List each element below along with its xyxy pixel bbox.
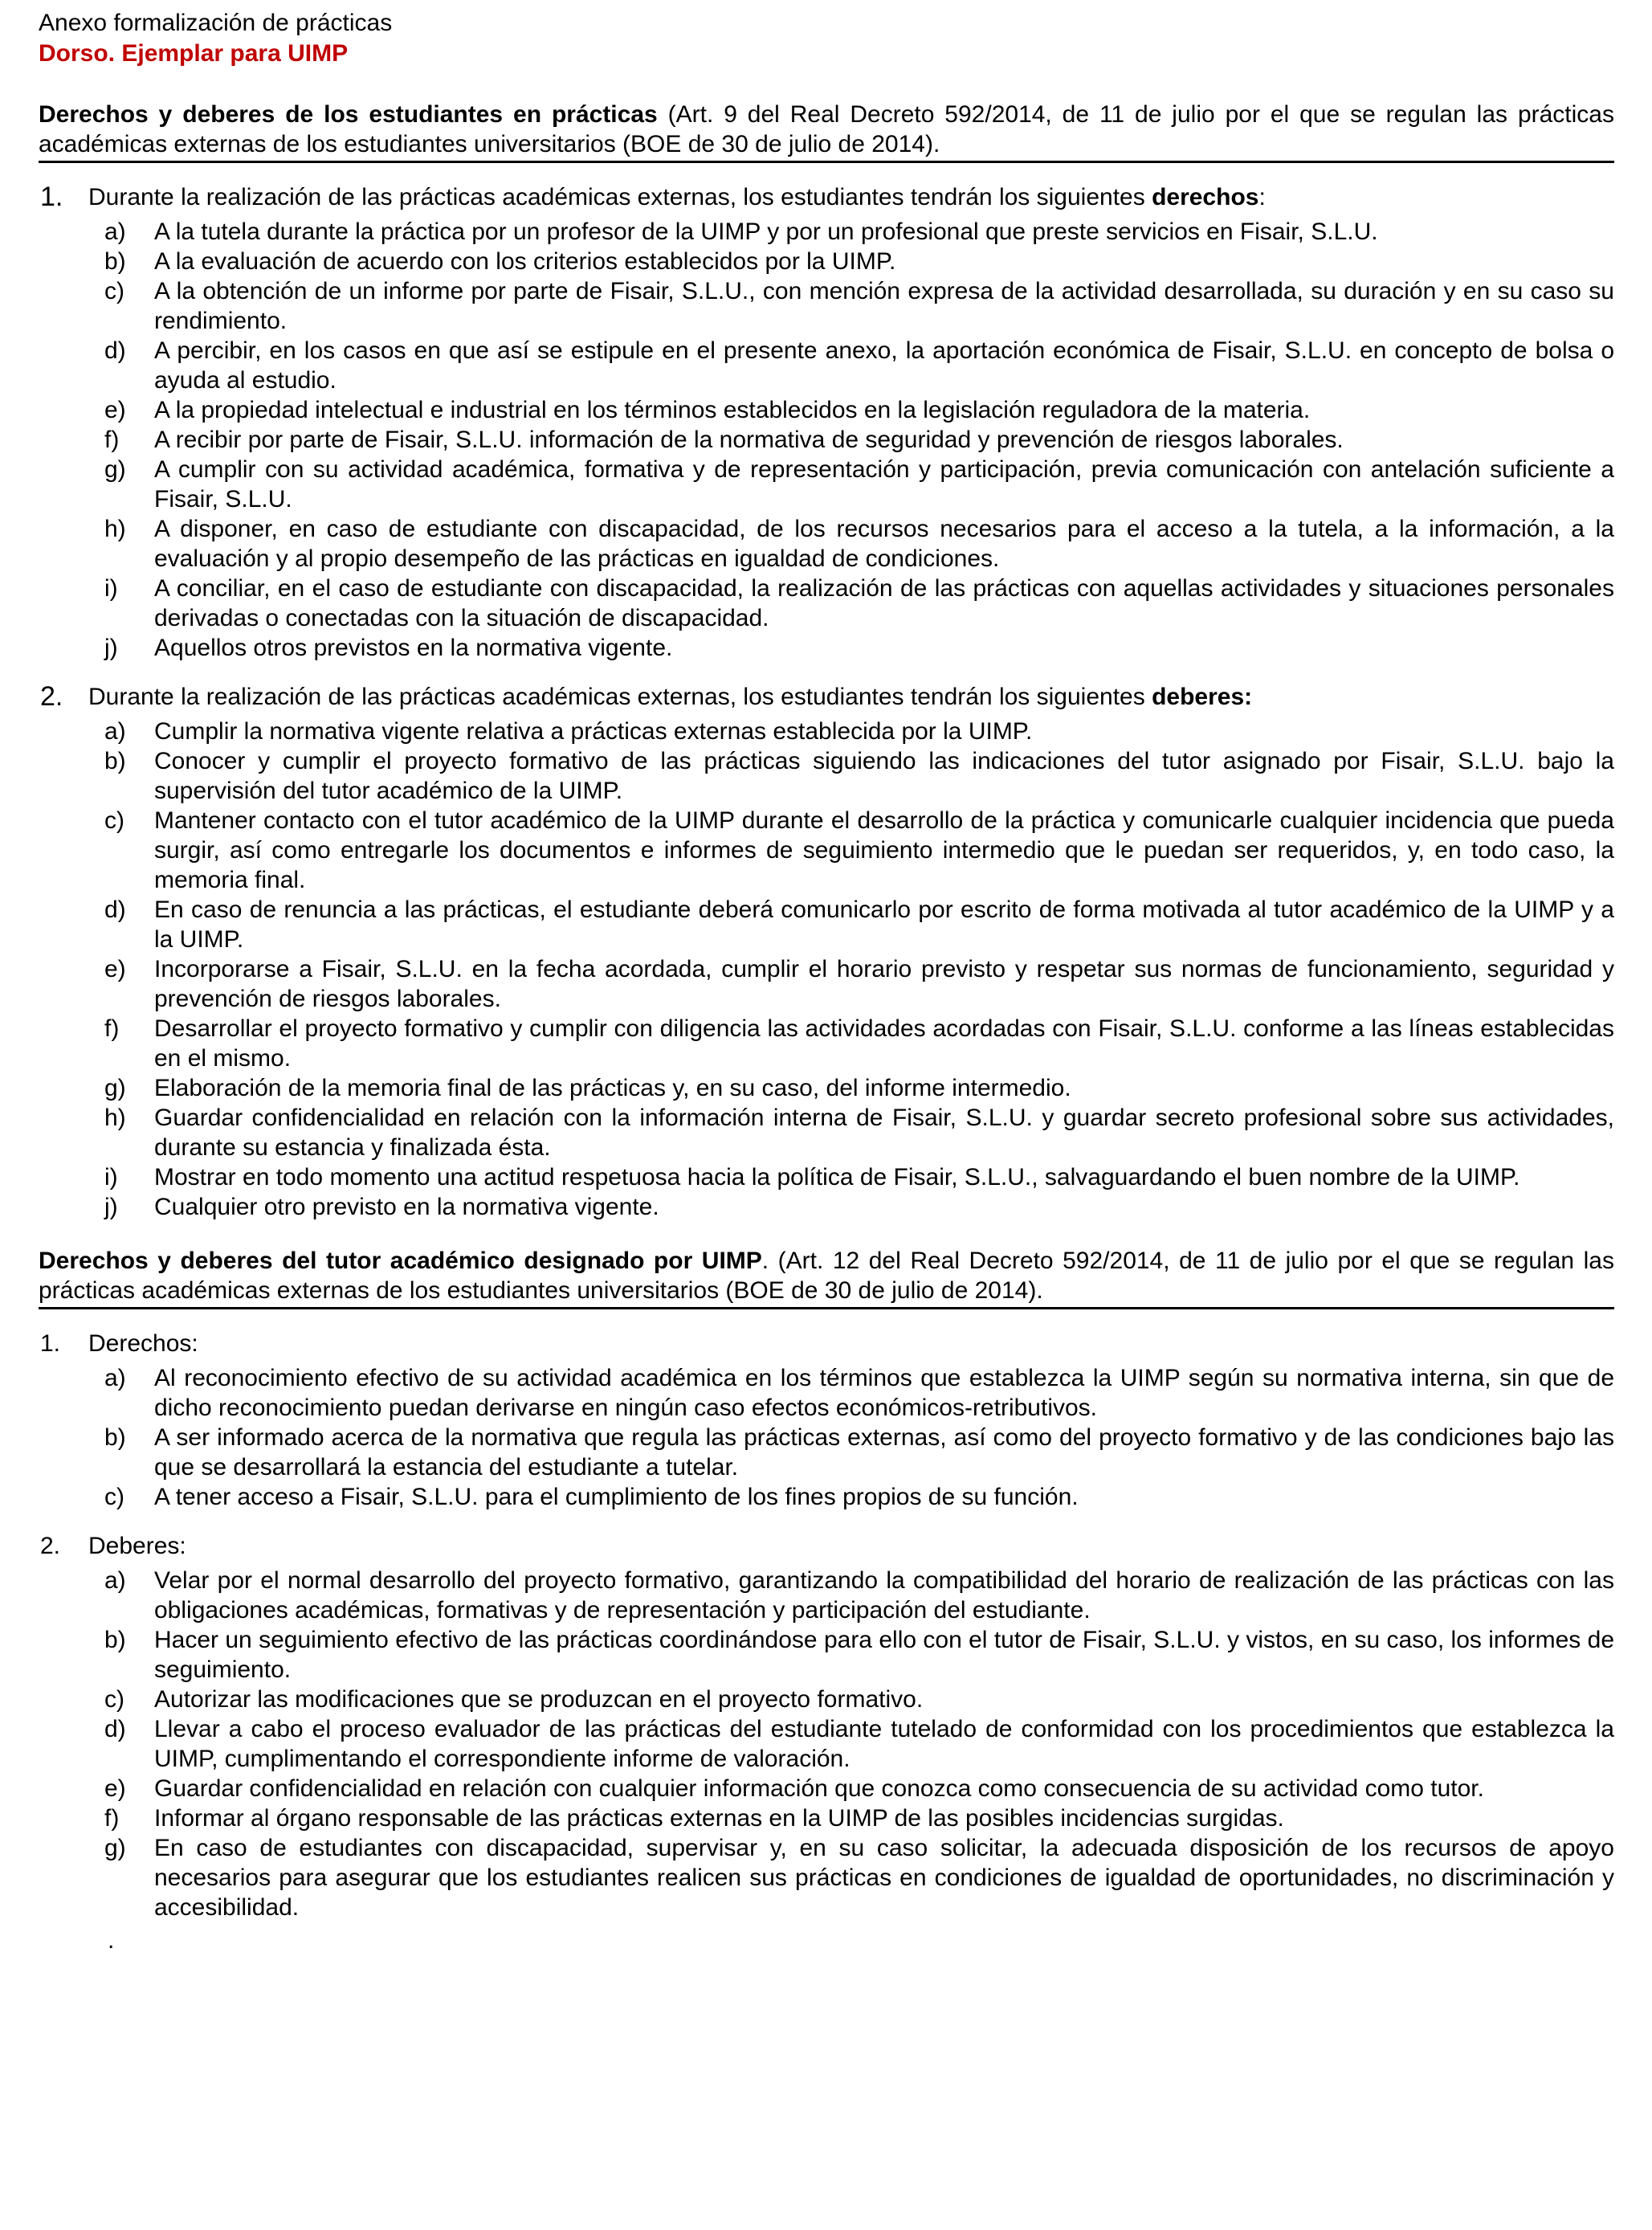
- list-item: h) A disponer, en caso de estudiante con discapacidad, de los recursos necesarios para el acceso a la tutela, a la información, a la evaluación y al propio desempeño de las prácticas en igualdad de condiciones.: [104, 516, 1614, 572]
- section-2-heading-rest: . (Art. 12 del Real Decreto 592/2014, de 11 de julio por el que se regulan las prácticas académicas externas de los estudiantes universitarios (BOE de 30 de julio de 2014).: [39, 1248, 1614, 1304]
- s2-g2-list: [92, 1566, 1614, 1922]
- section-1-heading: [39, 100, 1614, 163]
- s1-group-1-number: 1.: [40, 182, 63, 212]
- s1-group-1-intro-end: :: [1258, 184, 1266, 210]
- list-item: a) A la tutela durante la práctica por un profesor de la UIMP y por un profesional que preste servicios en Fisair, S.L.U.: [104, 219, 1378, 245]
- s2-group-2-number: 2.: [40, 1533, 61, 1559]
- list-item: c) A tener acceso a Fisair, S.L.U. para el cumplimiento de los fines propios de su función.: [104, 1484, 1079, 1510]
- list-item: f) Desarrollar el proyecto formativo y cumplir con diligencia las actividades acordadas con Fisair, S.L.U. conforme a las líneas establecidas en el mismo.: [104, 1015, 1614, 1072]
- list-item: d) A percibir, en los casos en que así se estipule en el presente anexo, la aportación económica de Fisair, S.L.U. en concepto de bolsa o ayuda al estudio.: [104, 337, 1614, 394]
- list-item: i) A conciliar, en el caso de estudiante con discapacidad, la realización de las prácticas con aquellas actividades y situaciones personales derivadas o conectadas con la situación de discapacidad.: [104, 575, 1614, 631]
- list-item: e) Incorporarse a Fisair, S.L.U. en la fecha acordada, cumplir el horario previsto y respetar sus normas de funcionamiento, seguridad y prevención de riesgos laborales.: [104, 956, 1614, 1012]
- s2-group-2-intro: [39, 1531, 1614, 1561]
- s1-group-1-intro: [39, 182, 1614, 212]
- s1-group-2-intro-bold: deberes:: [1152, 684, 1253, 710]
- list-item: a) Cumplir la normativa vigente relativa a prácticas externas establecida por la UIMP.: [104, 718, 1033, 745]
- s2-group-2-intro-text: Deberes:: [88, 1533, 186, 1559]
- trailing-period: .: [108, 1927, 115, 1954]
- list-item: d) En caso de renuncia a las prácticas, el estudiante deberá comunicarlo por escrito de forma motivada al tutor académico de la UIMP y a la UIMP.: [104, 896, 1614, 953]
- s1-group-1-intro-bold: derechos: [1152, 184, 1259, 210]
- annex-title: Anexo formalización de prácticas: [39, 10, 393, 36]
- s2-g1-list: [92, 1363, 1614, 1512]
- list-item: g) A cumplir con su actividad académica, formativa y de representación y participación, previa comunicación con antelación suficiente a Fisair, S.L.U.: [104, 456, 1614, 513]
- s1-group-2-number: 2.: [40, 681, 63, 712]
- list-item: e) Guardar confidencialidad en relación con cualquier información que conozca como consecuencia de su actividad como tutor.: [104, 1775, 1484, 1802]
- list-item: d) Llevar a cabo el proceso evaluador de las prácticas del estudiante tutelado de conformidad con los procedimientos que establezca la UIMP, cumplimentando el correspondiente informe de valoración.: [104, 1716, 1614, 1772]
- list-item: a) Al reconocimiento efectivo de su actividad académica en los términos que establezca la UIMP según su normativa interna, sin que de dicho reconocimiento puedan derivarse en ningún caso efectos económicos-retributivos.: [104, 1365, 1614, 1421]
- s1-g2-list: [92, 717, 1614, 1222]
- s2-group-1-intro: [39, 1329, 1614, 1358]
- s1-group-1-intro-text: Durante la realización de las prácticas académicas externas, los estudiantes tendrán los siguientes: [88, 184, 1152, 210]
- list-item: g) En caso de estudiantes con discapacidad, supervisar y, en su caso solicitar, la adecuada disposición de los recursos de apoyo necesarios para asegurar que los estudiantes realicen sus prácticas en condiciones de igualdad de oportunidades, no discriminación y accesibilidad.: [104, 1835, 1614, 1921]
- list-item: b) A la evaluación de acuerdo con los criterios establecidos por la UIMP.: [104, 248, 896, 275]
- section-1-heading-rest: (Art. 9 del Real Decreto 592/2014, de 11 de julio por el que se regulan las prácticas académicas externas de los estudiantes universitarios (BOE de 30 de julio de 2014).: [39, 101, 1614, 157]
- list-item: c) Mantener contacto con el tutor académico de la UIMP durante el desarrollo de la práctica y comunicarle cualquier incidencia que pueda surgir, así como entregarle los documentos e informes de seguimiento intermedio que le puedan ser requeridos, y, en todo caso, la memoria final.: [104, 807, 1614, 893]
- list-item: c) Autorizar las modificaciones que se produzcan en el proyecto formativo.: [104, 1686, 924, 1713]
- s2-group-1-number: 1.: [40, 1330, 61, 1357]
- list-item: a) Velar por el normal desarrollo del proyecto formativo, garantizando la compatibilidad del horario de realización de las prácticas con las obligaciones académicas, formativas y de representación y participación del estudiante.: [104, 1567, 1614, 1623]
- section-1-heading-bold: Derechos y deberes de los estudiantes en prácticas: [39, 101, 658, 128]
- document-page: [39, 8, 1614, 1955]
- s1-group-2-intro: [39, 682, 1614, 712]
- section-2-heading: [39, 1246, 1614, 1309]
- list-item: j) Aquellos otros previstos en la normativa vigente.: [104, 635, 673, 661]
- list-item: f) Informar al órgano responsable de las prácticas externas en la UIMP de las posibles incidencias surgidas.: [104, 1805, 1284, 1832]
- s2-group-1-intro-text: Derechos:: [88, 1330, 198, 1357]
- list-item: b) Conocer y cumplir el proyecto formativo de las prácticas siguiendo las indicaciones del tutor asignado por Fisair, S.L.U. bajo la supervisión del tutor académico de la UIMP.: [104, 748, 1614, 804]
- list-item: e) A la propiedad intelectual e industrial en los términos establecidos en la legislación reguladora de la materia.: [104, 397, 1311, 423]
- list-item: h) Guardar confidencialidad en relación con la información interna de Fisair, S.L.U. y guardar secreto profesional sobre sus actividades, durante su estancia y finalizada ésta.: [104, 1105, 1614, 1161]
- s1-group-2-intro-text: Durante la realización de las prácticas académicas externas, los estudiantes tendrán los siguientes: [88, 684, 1152, 710]
- section-2-heading-bold: Derechos y deberes del tutor académico designado por UIMP: [39, 1248, 762, 1274]
- list-item: b) Hacer un seguimiento efectivo de las prácticas coordinándose para ello con el tutor de Fisair, S.L.U. y vistos, en su caso, los informes de seguimiento.: [104, 1627, 1614, 1683]
- list-item: g) Elaboración de la memoria final de las prácticas y, en su caso, del informe intermedio.: [104, 1075, 1071, 1101]
- list-item: b) A ser informado acerca de la normativa que regula las prácticas externas, así como del proyecto formativo y de las condiciones bajo las que se desarrollará la estancia del estudiante a tutelar.: [104, 1424, 1614, 1481]
- list-item: j) Cualquier otro previsto en la normativa vigente.: [104, 1194, 659, 1220]
- list-item: c) A la obtención de un informe por parte de Fisair, S.L.U., con mención expresa de la actividad desarrollada, su duración y en su caso su rendimiento.: [104, 278, 1614, 334]
- copy-label: Dorso. Ejemplar para UIMP: [39, 40, 349, 67]
- list-item: i) Mostrar en todo momento una actitud respetuosa hacia la política de Fisair, S.L.U., salvaguardando el buen nombre de la UIMP.: [104, 1164, 1520, 1191]
- list-item: f) A recibir por parte de Fisair, S.L.U. información de la normativa de seguridad y prevención de riesgos laborales.: [104, 427, 1344, 453]
- s1-g1-list: [92, 217, 1614, 663]
